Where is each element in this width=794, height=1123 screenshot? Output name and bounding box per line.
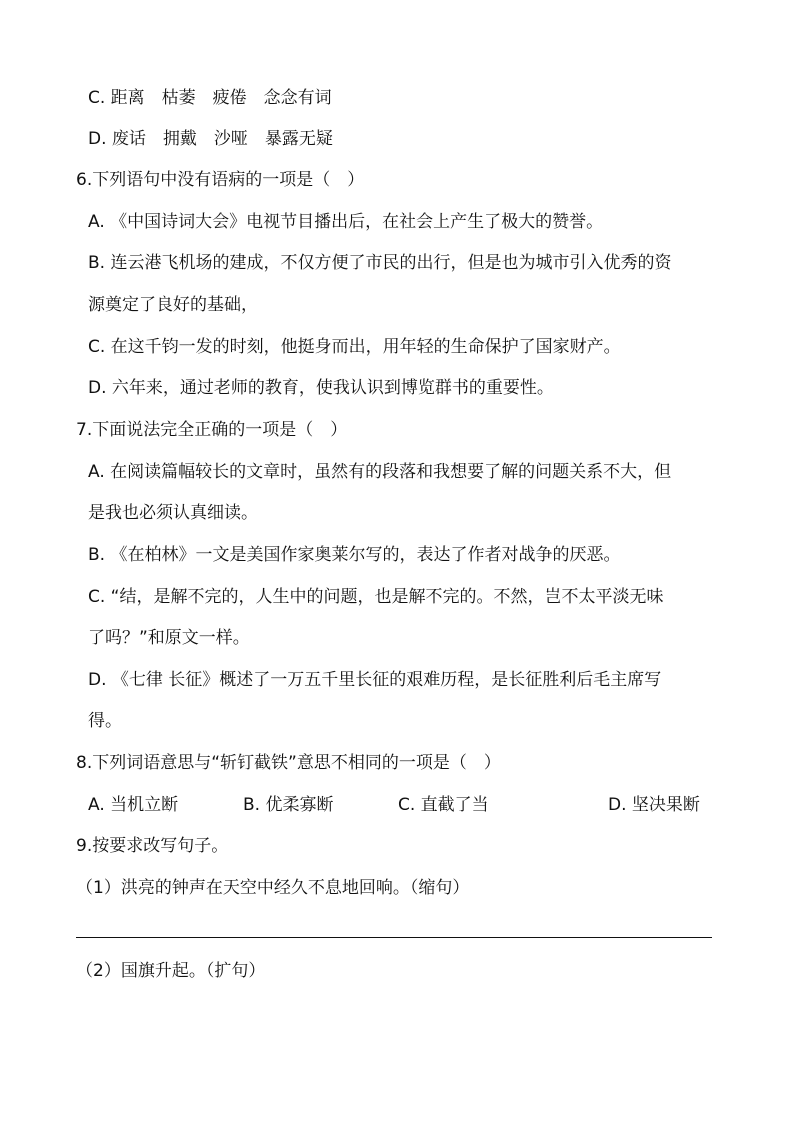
q6-stem: 6.下列语句中没有语病的一项是（ ） [76, 170, 365, 190]
answer-line [76, 937, 712, 938]
q9-item1: （1）洪亮的钟声在天空中经久不息地回响。（缩句） [76, 878, 470, 898]
q8-option-b: B. 优柔寡断 [243, 795, 334, 815]
q7-option-a-line2: 是我也必须认真细读。 [88, 503, 258, 523]
q5-option-c: C. 距离 枯萎 疲倦 念念有词 [88, 88, 332, 108]
q6-option-b-line2: 源奠定了良好的基础， [88, 295, 258, 315]
q9-stem: 9.按要求改写句子。 [76, 836, 229, 856]
q6-option-b-line1: B. 连云港飞机场的建成，不仅方便了市民的出行，但是也为城市引入优秀的资 [88, 253, 672, 273]
q7-stem: 7.下面说法完全正确的一项是（ ） [76, 420, 348, 440]
q7-option-d-line1: D. 《七律 长征》概述了一万五千里长征的艰难历程，是长征胜利后毛主席写 [88, 670, 662, 690]
q5-option-d: D. 废话 拥戴 沙哑 暴露无疑 [88, 129, 333, 149]
q9-item2: （2）国旗升起。（扩句） [76, 961, 266, 981]
q7-option-d-line2: 得。 [88, 711, 122, 731]
q6-option-d: D. 六年来，通过老师的教育，使我认识到博览群书的重要性。 [88, 378, 554, 398]
q7-option-c-line1: C. “结，是解不完的，人生中的问题，也是解不完的。不然，岂不太平淡无味 [88, 587, 664, 607]
q8-stem: 8.下列词语意思与“斩钉截铁”意思不相同的一项是（ ） [76, 753, 501, 773]
q8-option-c: C. 直截了当 [398, 795, 489, 815]
q7-option-a-line1: A. 在阅读篇幅较长的文章时，虽然有的段落和我想要了解的问题关系不大，但 [88, 462, 672, 482]
q8-option-d: D. 坚决果断 [608, 795, 700, 815]
q7-option-b: B. 《在柏林》一文是美国作家奥莱尔写的，表达了作者对战争的厌恶。 [88, 545, 621, 565]
q7-option-c-line2: 了吗？”和原文一样。 [88, 628, 250, 648]
q6-option-c: C. 在这千钧一发的时刻，他挺身而出，用年轻的生命保护了国家财产。 [88, 337, 621, 357]
q8-option-a: A. 当机立断 [88, 795, 179, 815]
q6-option-a: A. 《中国诗词大会》电视节目播出后，在社会上产生了极大的赞誉。 [88, 212, 604, 232]
